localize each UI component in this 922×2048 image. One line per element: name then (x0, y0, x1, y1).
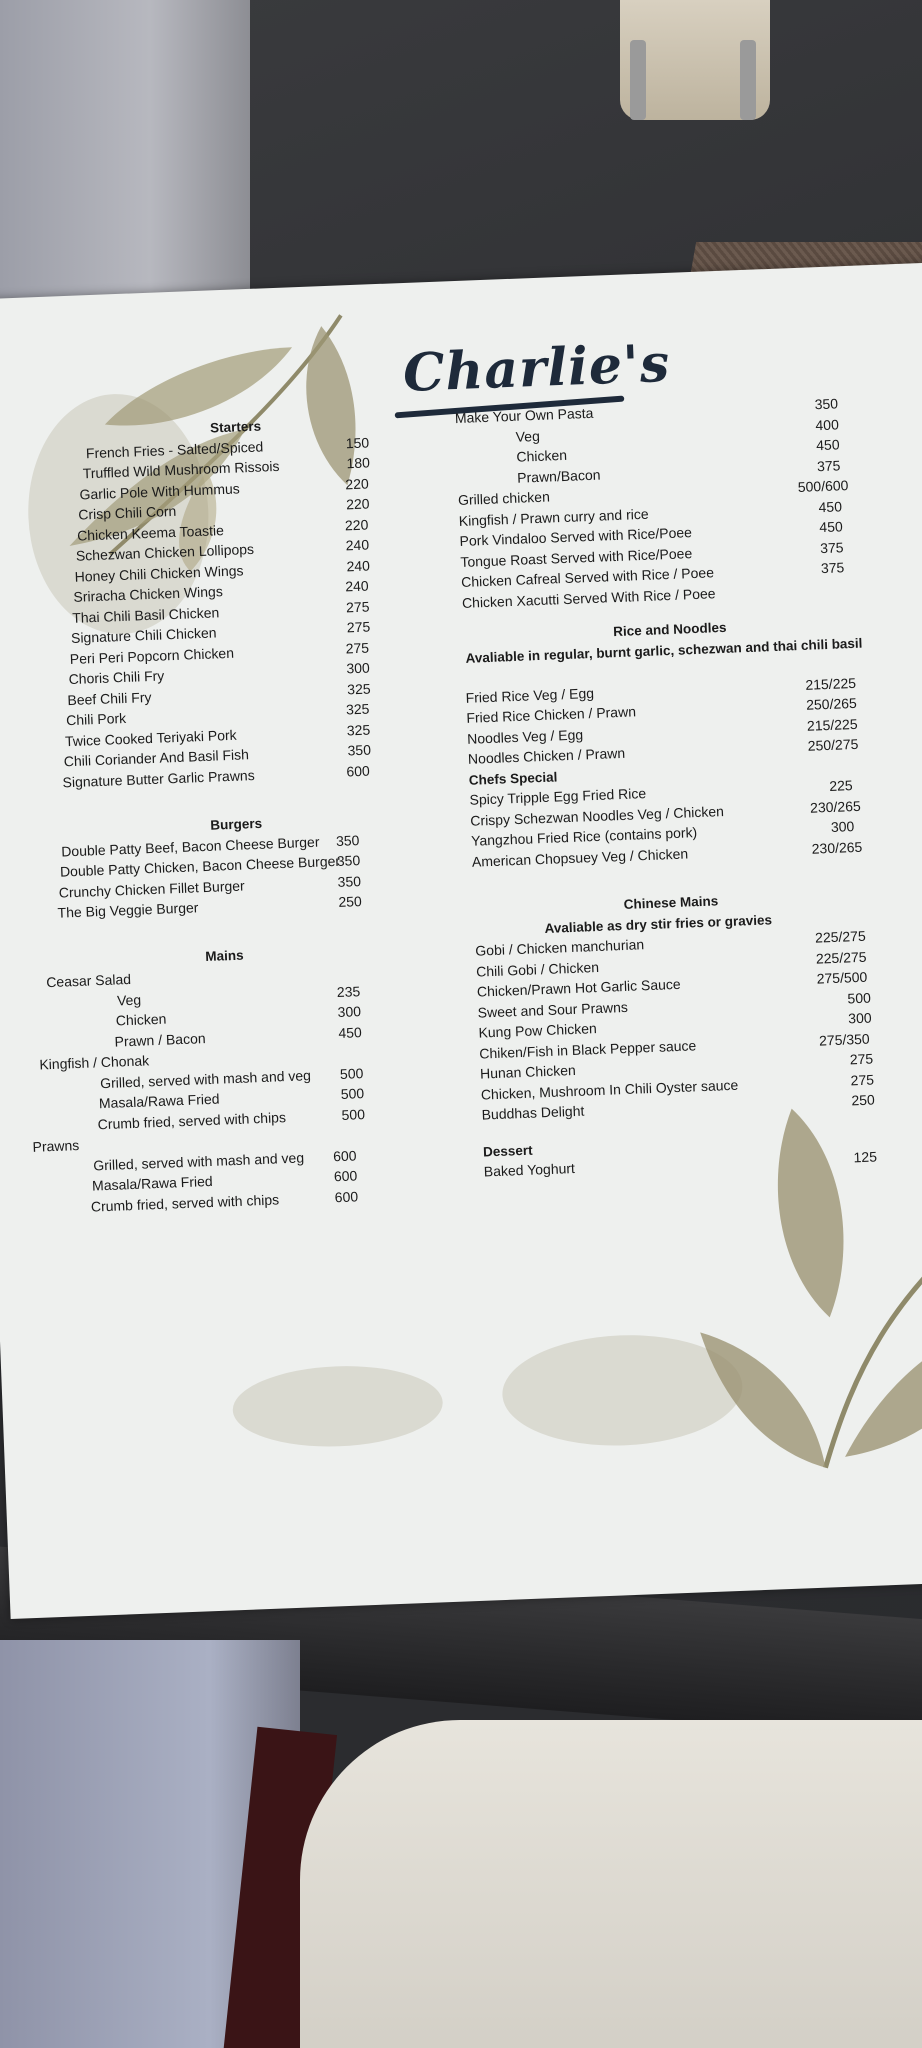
menu-item: Signature Chili Chicken 275 (70, 618, 371, 646)
menu-item: Grilled, served with mash and veg 500 (99, 1064, 364, 1091)
menu-sheet (0, 262, 922, 1619)
menu-item: Chicken Keema Toastie 220 (76, 515, 369, 544)
menu-item: Baked Yoghurt 125 (483, 1148, 878, 1180)
menu-item: Chili Gobi / Chicken 225/275 (475, 948, 867, 980)
menu-subheading: Ceasar Salad (45, 970, 132, 991)
menu-item: Veg 235 (116, 982, 361, 1008)
section-note: Avaliable in regular, burnt garlic, schezwan and thai chili basil (465, 635, 863, 666)
menu-item: The Big Veggie Burger 250 (57, 893, 363, 921)
menu-item: Twice Cooked Teriyaki Pork 325 (64, 721, 371, 749)
menu-item: Noodles Veg / Egg 215/225 (466, 715, 858, 747)
menu-item: Chili Pork 325 (65, 700, 370, 729)
menu-content (0, 262, 922, 1619)
menu-item: Garlic Pole With Hummus 220 (79, 474, 369, 503)
menu-item: American Chopsuey Veg / Chicken 230/265 (471, 838, 863, 870)
menu-item: Chicken 300 (115, 1003, 362, 1029)
napkin-holder (620, 0, 770, 120)
section-heading-chefs-special: Chefs Special (468, 768, 558, 788)
menu-item: Pork Vindaloo Served with Rice/Poee 450 (459, 518, 844, 549)
holder-leg (630, 40, 646, 120)
menu-item: Buddhas Delight 250 (481, 1091, 876, 1123)
menu-item: Peri Peri Popcorn Chicken 275 (69, 639, 370, 667)
menu-item: Crumb fried, served with chips 600 (90, 1187, 359, 1215)
menu-item: Chili Coriander And Basil Fish 350 (63, 741, 372, 770)
holder-leg (740, 40, 756, 120)
menu-item: Choris Chili Fry 300 (68, 659, 371, 688)
menu-item: Fried Rice Chicken / Prawn 250/265 (466, 694, 858, 726)
menu-item: Veg 400 (515, 415, 840, 445)
section-note: Avaliable as dry stir fries or gravies (544, 911, 773, 936)
cloth (300, 1720, 922, 2048)
menu-item: Spicy Tripple Egg Fried Rice 225 (469, 777, 853, 808)
left-column (15, 408, 525, 1220)
menu-item: Grilled, served with mash and veg 600 (92, 1146, 357, 1174)
menu-item: Beef Chili Fry 325 (67, 680, 371, 708)
menu-item: French Fries - Salted/Spiced 150 (85, 433, 370, 461)
menu-item: Crumb fried, served with chips 500 (97, 1105, 366, 1132)
right-column (455, 391, 922, 1183)
restaurant-title: Charlie's (401, 332, 672, 405)
menu-item: Chicken 450 (516, 436, 840, 465)
menu-item: Crisp Chili Corn 220 (78, 495, 370, 523)
section-heading-chinese-mains: Chinese Mains (623, 893, 719, 912)
menu-subheading: Kingfish / Chonak (39, 1052, 150, 1073)
section-heading-starters: Starters (209, 418, 262, 436)
menu-item: Tongue Roast Served with Rice/Poee 375 (460, 538, 844, 570)
menu-item: Sriracha Chicken Wings 240 (73, 577, 369, 605)
menu-item: Masala/Rawa Fried 500 (98, 1085, 365, 1112)
menu-item: Honey Chili Chicken Wings 240 (74, 556, 371, 585)
section-heading-burgers: Burgers (210, 815, 263, 833)
section-heading-dessert: Dessert (482, 1142, 533, 1160)
menu-item: Prawn / Bacon 450 (114, 1023, 363, 1050)
menu-item: Double Patty Beef, Bacon Cheese Burger 350 (60, 831, 360, 860)
menu-item: Double Patty Chicken, Bacon Cheese Burger 350 (59, 852, 361, 880)
menu-item: Schezwan Chicken Lollipops 240 (75, 536, 370, 564)
menu-item: Yangzhou Fried Rice (contains pork) 300 (470, 818, 855, 849)
menu-item: Kung Pow Chicken 300 (478, 1009, 872, 1041)
section-heading-rice-noodles: Rice and Noodles (612, 619, 727, 640)
menu-item: Masala/Rawa Fried 600 (91, 1167, 358, 1194)
menu-item: Thai Chili Basil Chicken 275 (71, 598, 370, 626)
section-heading-mains: Mains (205, 947, 244, 964)
menu-item: Chiken/Fish in Black Pepper sauce 275/350 (478, 1030, 870, 1062)
menu-item: Crispy Schezwan Noodles Veg / Chicken 230/265 (470, 797, 861, 829)
menu-item: Chicken/Prawn Hot Garlic Sauce 275/500 (476, 968, 868, 1000)
menu-item: Kingfish / Prawn curry and rice 450 (458, 497, 843, 529)
menu-item: Hunan Chicken 275 (479, 1050, 874, 1082)
menu-item: Truffled Wild Mushroom Rissois 180 (82, 454, 371, 482)
menu-item: Gobi / Chicken manchurian 225/275 (475, 927, 866, 959)
menu-item: Noodles Chicken / Prawn 250/275 (467, 735, 859, 767)
menu-item: Prawn/Bacon 375 (516, 456, 841, 486)
menu-item: Chicken Xacutti Served With Rice / Poee (461, 584, 716, 611)
menu-item: Chicken Cafreal Served with Rice / Poee 375 (460, 559, 845, 590)
menu-item: Grilled chicken 500/600 (457, 477, 849, 509)
menu-item: Make Your Own Pasta 350 (454, 395, 839, 427)
menu-subheading: Prawns (32, 1137, 80, 1155)
menu-item: Fried Rice Veg / Egg 215/225 (465, 674, 857, 706)
menu-item: Signature Butter Garlic Prawns 600 (62, 762, 371, 790)
menu-item: Crunchy Chicken Fillet Burger 350 (58, 872, 362, 901)
menu-item: Sweet and Sour Prawns 500 (477, 989, 872, 1021)
menu-item: Chicken, Mushroom In Chili Oyster sauce 275 (480, 1070, 875, 1103)
